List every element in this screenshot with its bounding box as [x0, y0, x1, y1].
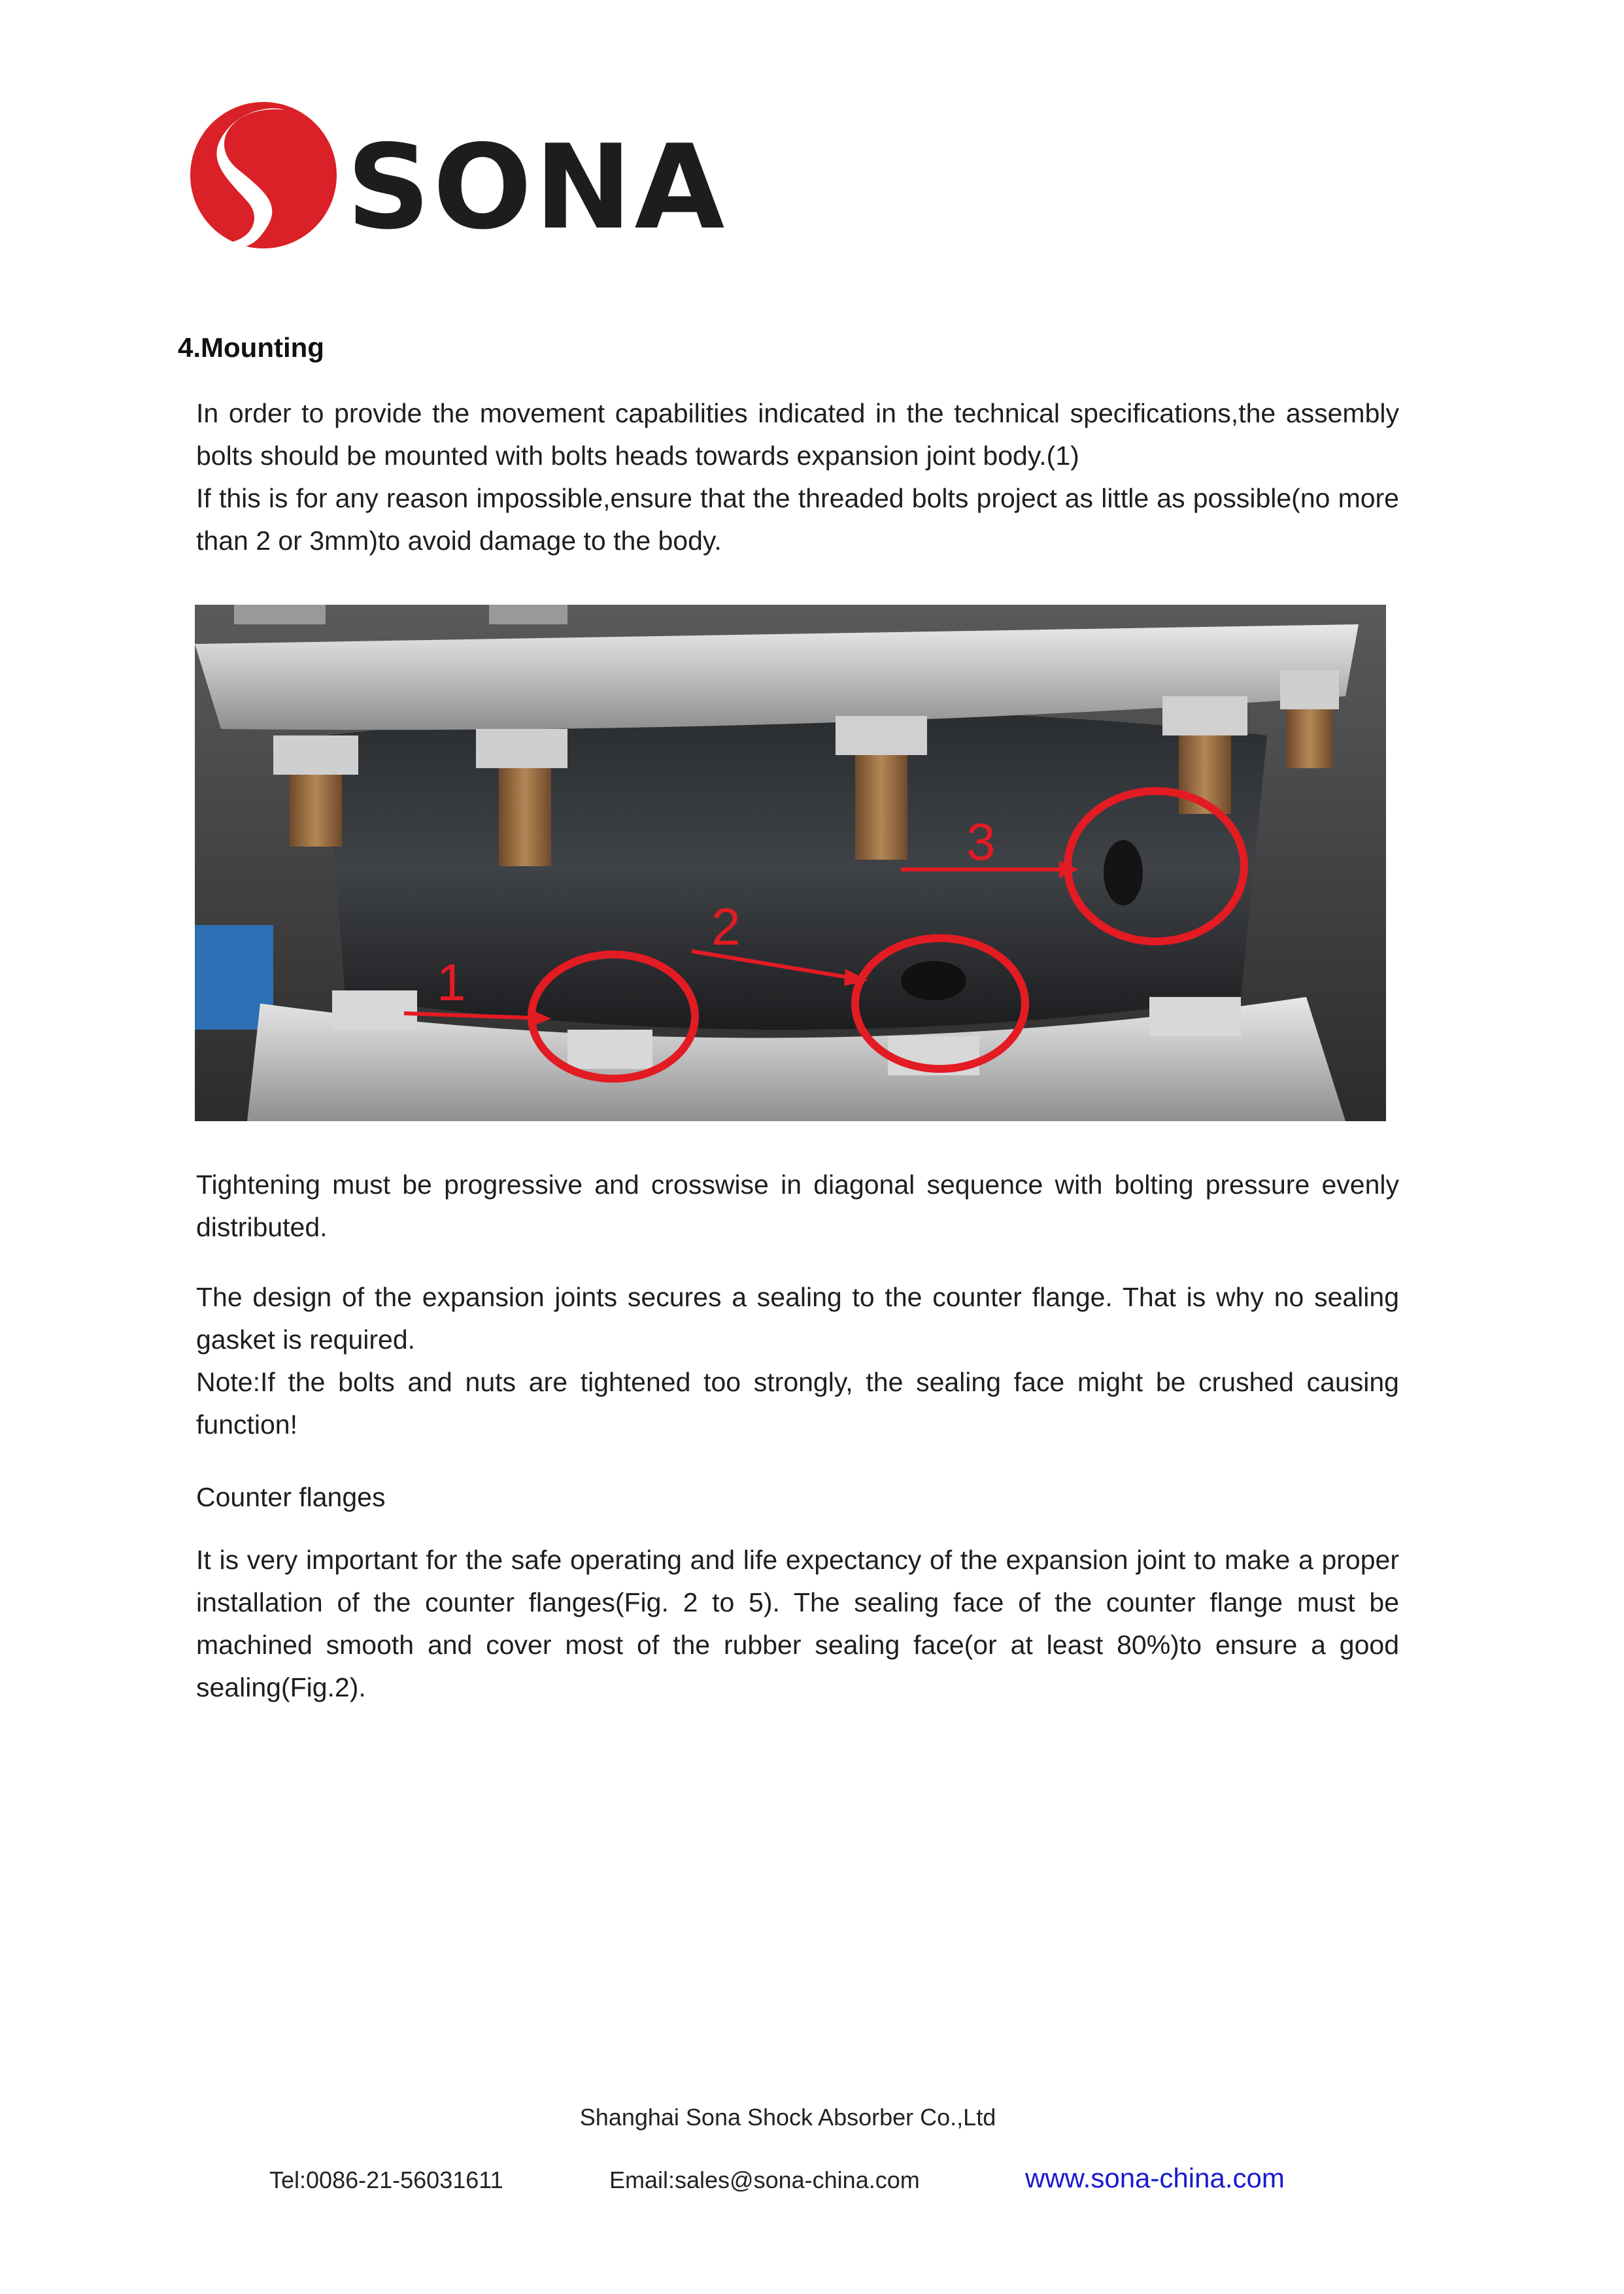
counter-flanges-heading: Counter flanges	[196, 1482, 386, 1512]
mounting-paragraph-1: In order to provide the movement capabilities indicated in the technical specifications,the assembly bolts should be mounted with bolts heads towards expansion joint body.(1)	[196, 398, 1399, 471]
design-paragraph: The design of the expansion joints secures a sealing to the counter flange. That is why no sealing gasket is required.	[196, 1282, 1399, 1355]
tightening-paragraph: Tightening must be progressive and crosswise in diagonal sequence with bolting pressure evenly distributed.	[196, 1170, 1399, 1242]
photo-marker-3: 3	[966, 813, 996, 871]
expansion-joint-photo	[195, 605, 1386, 1121]
company-logo	[186, 98, 728, 261]
footer-company-name: Shanghai Sona Shock Absorber Co.,Ltd	[579, 2104, 996, 2131]
note-paragraph: Note:If the bolts and nuts are tightened too strongly, the sealing face might be crushed causing function!	[196, 1367, 1399, 1440]
sona-s-swoosh-icon	[186, 98, 343, 261]
photo-marker-2: 2	[711, 898, 741, 956]
footer-website-link[interactable]: www.sona-china.com	[1025, 2163, 1285, 2193]
mounting-paragraph-2: If this is for any reason impossible,ensure that the threaded bolts project as little as possible(no more than 2 or 3mm)to avoid damage to the body.	[196, 483, 1399, 556]
footer-email[interactable]: Email:sales@sona-china.com	[609, 2167, 920, 2193]
section-title: 4.Mounting	[178, 332, 324, 363]
photo-marker-1: 1	[437, 953, 466, 1011]
counter-flanges-paragraph: It is very important for the safe operating and life expectancy of the expansion joint to make a proper installation of the counter flanges(Fig. 2 to 5). The sealing face of the counter flange must be machined smooth and cover most of the rubber sealing face(or at least 80%)to ensure a good sealing(Fig.2).	[196, 1545, 1399, 1702]
logo-wordmark: SONA	[347, 120, 728, 255]
footer-tel: Tel:0086-21-56031611	[269, 2167, 503, 2193]
